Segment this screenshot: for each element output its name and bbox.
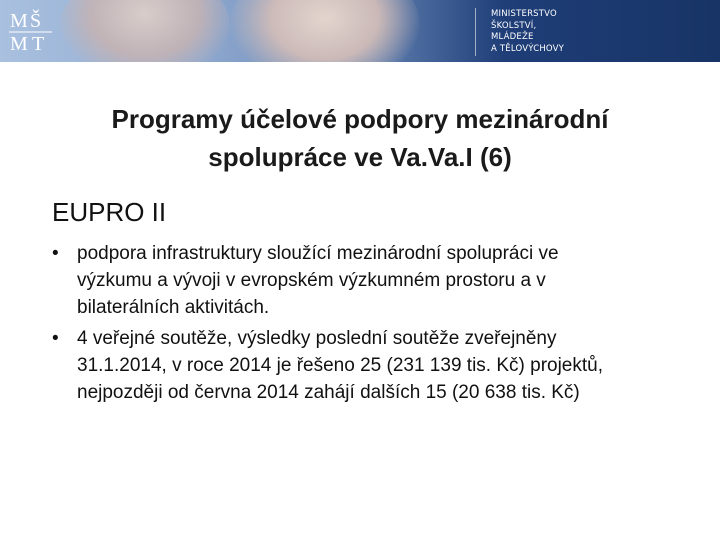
ministry-line: MLÁDEŽE <box>491 32 534 42</box>
bullet-line: výzkumu a vývoji v evropském výzkumném prostoru a v <box>77 270 546 291</box>
svg-text:M: M <box>10 10 28 32</box>
bullet-line: 4 veřejné soutěže, výsledky poslední soutěže zveřejněny <box>77 328 557 349</box>
svg-text:Š: Š <box>30 10 42 32</box>
banner-photo-left <box>60 0 230 62</box>
bullet-line: nejpozději od června 2014 zahájí dalších 15 (20 638 tis. Kč) <box>77 382 580 403</box>
bullet-dot-icon: • <box>52 328 59 349</box>
slide-title-line: spolupráce ve Va.Va.I (6) <box>208 142 512 172</box>
banner-photo-child <box>230 0 420 62</box>
svg-text:T: T <box>32 33 45 54</box>
bullet-list <box>48 240 698 410</box>
header-banner <box>0 0 720 62</box>
bullet-line: 31.1.2014, v roce 2014 je řešeno 25 (231 139 tis. Kč) projektů, <box>77 355 603 376</box>
slide-subtitle: EUPRO II <box>52 197 167 227</box>
ministry-line: MINISTERSTVO <box>491 9 557 19</box>
bullet-item <box>48 325 698 406</box>
ministry-line: ŠKOLSTVÍ, <box>491 20 537 31</box>
bullet-dot-icon: • <box>52 243 59 264</box>
msmt-logo-icon <box>8 6 60 54</box>
bullet-line: bilaterálních aktivitách. <box>77 297 270 318</box>
slide-title-line: Programy účelové podpory mezinárodní <box>111 104 609 134</box>
slide-title <box>60 100 660 176</box>
ministry-line: A TĚLOVÝCHOVY <box>491 43 565 54</box>
bullet-item <box>48 240 698 321</box>
banner-divider <box>475 8 476 56</box>
ministry-name <box>491 9 564 55</box>
bullet-line: podpora infrastruktury sloužící mezinárodní spolupráci ve <box>77 243 559 264</box>
svg-text:M: M <box>10 33 28 54</box>
